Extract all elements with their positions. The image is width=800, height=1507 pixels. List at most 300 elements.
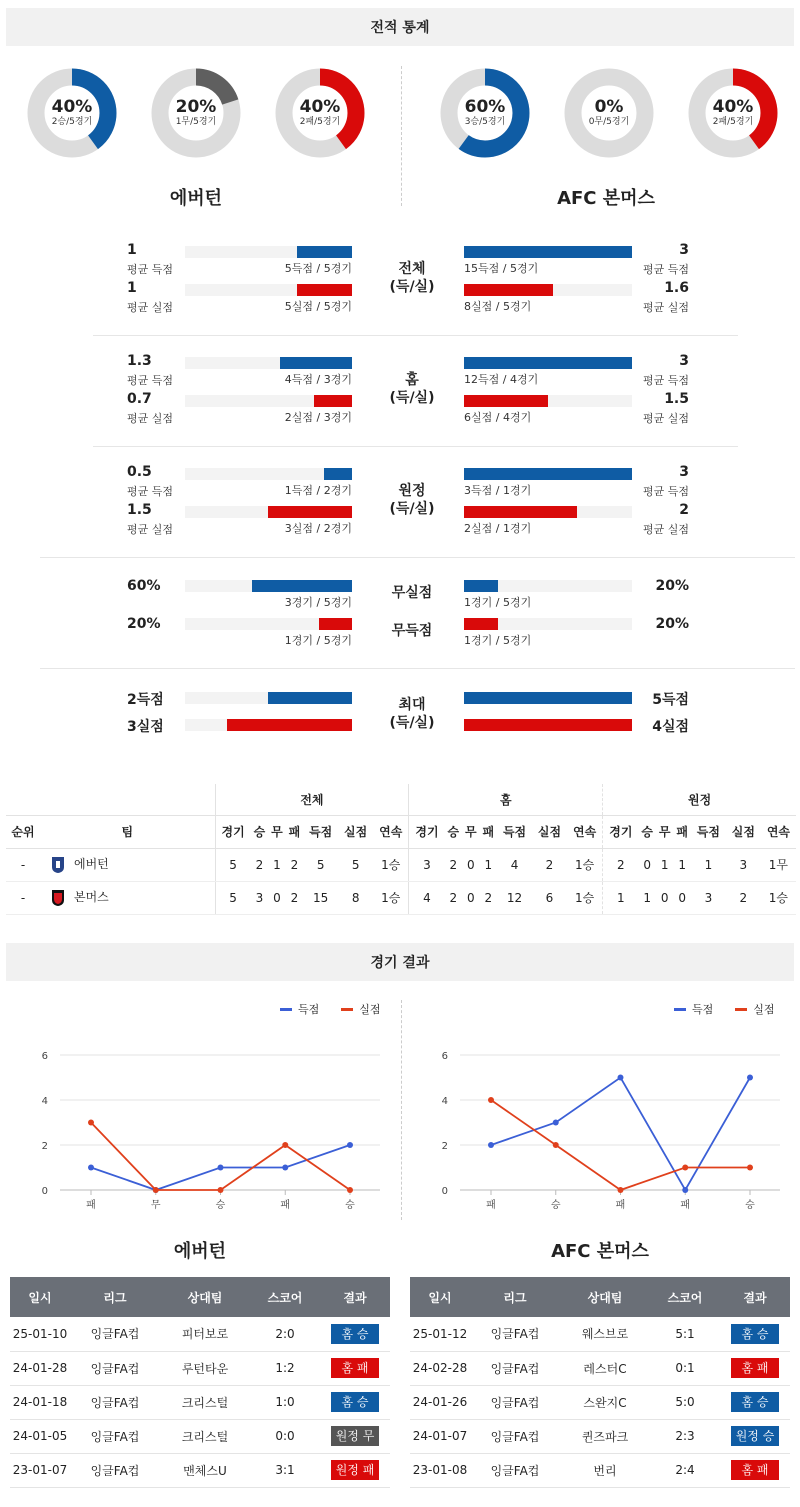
result-row[interactable] — [10, 1453, 390, 1487]
result-row[interactable] — [10, 1351, 390, 1385]
donut-percent: 40% — [712, 97, 754, 117]
conceded-point — [218, 1187, 224, 1193]
legend-conceded: 실점 — [753, 1003, 775, 1016]
donut-percent: 0% — [594, 97, 624, 117]
result-cell — [320, 1351, 390, 1385]
standings-table — [6, 784, 796, 915]
column-header: 득점 — [691, 815, 726, 848]
opponent-name: 레스터C — [560, 1351, 650, 1385]
results-column-header: 결과 — [320, 1277, 390, 1317]
y-tick-label: 2 — [41, 1141, 48, 1152]
away-bar — [464, 468, 632, 480]
stat-cell: 0 — [462, 881, 479, 914]
conceded-point — [347, 1187, 353, 1193]
divider — [40, 668, 795, 669]
column-header: 승 — [638, 815, 655, 848]
donut-percent: 40% — [51, 97, 93, 117]
stats-section-header: 전적 통계 — [6, 8, 794, 46]
league-name: 잉글FA컵 — [70, 1385, 160, 1419]
stat-cell: 1무 — [761, 848, 796, 881]
everton-crest-icon — [50, 856, 66, 874]
stat-group-label-line: (득/실) — [389, 501, 435, 517]
column-header: 경기 — [603, 815, 639, 848]
results-header-row — [10, 1277, 390, 1317]
donut-percent: 20% — [175, 97, 217, 117]
donut-chart — [688, 68, 778, 158]
home-stat-value: 1.5 — [127, 502, 152, 518]
result-row[interactable] — [10, 1317, 390, 1351]
x-tick-label: 패 — [280, 1200, 291, 1211]
legend-conceded-swatch — [341, 1008, 353, 1011]
divider — [93, 446, 738, 447]
results-column-header: 일시 — [410, 1277, 470, 1317]
home-results-table — [10, 1277, 390, 1488]
goals-point — [218, 1165, 224, 1171]
conceded-point — [553, 1142, 559, 1148]
team-name: 에버턴 — [74, 857, 109, 872]
away-pct-value: 20% — [655, 616, 689, 632]
match-score: 2:3 — [650, 1419, 720, 1453]
goals-point — [682, 1187, 688, 1193]
home-stat-value: 1.3 — [127, 353, 152, 369]
league-name: 잉글FA컵 — [470, 1453, 560, 1487]
results-section-header: 경기 결과 — [6, 943, 794, 981]
league-name: 잉글FA컵 — [70, 1317, 160, 1351]
away-bar — [464, 719, 632, 731]
match-date: 23-01-08 — [410, 1453, 470, 1487]
stat-cell: 1승 — [373, 881, 409, 914]
stat-cell: 3 — [251, 881, 268, 914]
away-results-title: AFC 본머스 — [551, 1241, 649, 1262]
legend-goals-swatch — [280, 1008, 292, 1011]
home-bar — [268, 506, 352, 518]
result-cell — [320, 1453, 390, 1487]
pct-row-label: 무실점 — [391, 585, 433, 601]
stat-cell: 0 — [462, 848, 479, 881]
home-bar — [297, 246, 352, 258]
stat-cell: 2 — [726, 881, 761, 914]
result-badge: 홈 승 — [731, 1324, 779, 1344]
stat-cell: 2 — [480, 881, 497, 914]
home-bar — [252, 580, 352, 592]
team-divider — [401, 66, 402, 206]
x-tick-label: 승 — [215, 1200, 226, 1211]
result-badge: 홈 승 — [731, 1392, 779, 1412]
home-stat-label: 평균 득점 — [127, 374, 174, 387]
stat-cell: 2 — [603, 848, 639, 881]
x-tick-label: 승 — [550, 1200, 561, 1211]
stat-cell: 0 — [673, 881, 690, 914]
x-tick-label: 패 — [615, 1200, 626, 1211]
away-results-table — [410, 1277, 790, 1488]
donut-center — [275, 68, 365, 158]
result-row[interactable] — [410, 1351, 790, 1385]
match-score: 1:2 — [250, 1351, 320, 1385]
away-stat-value: 3 — [679, 353, 689, 369]
pct-row-label: 무득점 — [391, 623, 433, 639]
stat-cell: 3 — [726, 848, 761, 881]
away-bar-caption: 15득점 / 5경기 — [464, 262, 539, 275]
stat-cell: 2 — [286, 848, 303, 881]
team-cell[interactable] — [40, 881, 215, 914]
result-row[interactable] — [410, 1385, 790, 1419]
results-column-header: 결과 — [720, 1277, 790, 1317]
result-badge: 원정 승 — [731, 1426, 779, 1446]
away-bar — [464, 357, 632, 369]
standings-row — [6, 848, 796, 881]
group-overall: 전체 — [215, 784, 409, 815]
result-badge: 원정 무 — [331, 1426, 379, 1446]
match-date: 24-01-26 — [410, 1385, 470, 1419]
results-column-header: 스코어 — [650, 1277, 720, 1317]
away-bar — [464, 395, 548, 407]
standings-row — [6, 881, 796, 914]
away-bar-caption: 12득점 / 4경기 — [464, 373, 539, 386]
y-tick-label: 6 — [41, 1051, 48, 1062]
opponent-name: 스완지C — [560, 1385, 650, 1419]
donut-chart — [564, 68, 654, 158]
column-header: 연속 — [373, 815, 409, 848]
home-bar-caption: 2실점 / 3경기 — [284, 411, 352, 424]
home-stat-label: 평균 실점 — [127, 301, 174, 314]
stat-cell: 2 — [532, 848, 567, 881]
team-cell[interactable] — [40, 848, 215, 881]
match-date: 23-01-07 — [10, 1453, 70, 1487]
stat-cell: 1승 — [373, 848, 409, 881]
results-column-header: 리그 — [70, 1277, 160, 1317]
conceded-point — [488, 1097, 494, 1103]
column-header: 득점 — [303, 815, 338, 848]
home-stat-value: 0.5 — [127, 464, 152, 480]
home-bar-caption: 5득점 / 5경기 — [284, 262, 352, 275]
match-date: 25-01-10 — [10, 1317, 70, 1351]
opponent-name: 피터보로 — [160, 1317, 250, 1351]
result-badge: 홈 패 — [731, 1460, 779, 1480]
home-max-value: 2득점 — [127, 692, 164, 708]
home-bar — [227, 719, 352, 731]
result-cell — [720, 1317, 790, 1351]
stat-cell: 1승 — [567, 848, 603, 881]
stat-cell: 0 — [268, 881, 285, 914]
stat-cell: 2 — [445, 848, 462, 881]
x-tick-label: 패 — [680, 1200, 691, 1211]
match-score: 3:1 — [250, 1453, 320, 1487]
stat-cell: 0 — [638, 848, 655, 881]
away-bar-caption: 1경기 / 5경기 — [464, 596, 532, 609]
column-header: 연속 — [761, 815, 796, 848]
donut-chart — [27, 68, 117, 158]
conceded-point — [88, 1120, 94, 1126]
league-name: 잉글FA컵 — [470, 1385, 560, 1419]
stat-cell: 2 — [251, 848, 268, 881]
stat-cell: 2 — [286, 881, 303, 914]
away-bar-caption: 2실점 / 1경기 — [464, 522, 532, 535]
league-name: 잉글FA컵 — [470, 1317, 560, 1351]
conceded-point — [618, 1187, 624, 1193]
legend-conceded: 실점 — [359, 1003, 381, 1016]
bournemouth-crest-icon — [50, 889, 66, 907]
conceded-point — [153, 1187, 159, 1193]
match-date: 24-01-18 — [10, 1385, 70, 1419]
home-chart-legend — [280, 1001, 381, 1017]
away-stat-label: 평균 득점 — [642, 374, 689, 387]
away-stat-value: 1.5 — [664, 391, 689, 407]
home-bar-caption: 5실점 / 5경기 — [284, 300, 352, 313]
home-stat-value: 1 — [127, 280, 137, 296]
x-tick-label: 승 — [745, 1200, 755, 1211]
stat-cell: 4 — [409, 881, 445, 914]
away-stat-label: 평균 득점 — [642, 485, 689, 498]
column-header: 승 — [251, 815, 268, 848]
match-date: 24-02-28 — [410, 1351, 470, 1385]
legend-goals: 득점 — [692, 1003, 714, 1016]
stat-cell: 6 — [532, 881, 567, 914]
home-bar-caption: 3경기 / 5경기 — [284, 596, 352, 609]
donut-caption: 1무/5경기 — [175, 117, 217, 127]
result-cell — [720, 1419, 790, 1453]
stat-cell: 1승 — [761, 881, 796, 914]
donut-center — [440, 68, 530, 158]
column-header: 무 — [462, 815, 479, 848]
donut-caption: 2패/5경기 — [299, 117, 341, 127]
match-score: 5:0 — [650, 1385, 720, 1419]
stat-group-label-line: 최대 — [398, 697, 426, 713]
result-badge: 홈 패 — [331, 1358, 379, 1378]
divider — [93, 335, 738, 336]
opponent-name: 맨체스U — [160, 1453, 250, 1487]
stat-cell: 1 — [268, 848, 285, 881]
column-header: 경기 — [215, 815, 251, 848]
result-row[interactable] — [10, 1419, 390, 1453]
away-bar-caption: 1경기 / 5경기 — [464, 634, 532, 647]
result-badge: 원정 패 — [331, 1460, 379, 1480]
home-bar — [319, 618, 352, 630]
stat-cell: 5 — [338, 848, 373, 881]
results-column-header: 상대팀 — [560, 1277, 650, 1317]
away-stat-label: 평균 득점 — [642, 263, 689, 276]
away-max-value: 4실점 — [652, 719, 689, 735]
goals-point — [618, 1075, 624, 1081]
goals-point — [553, 1120, 559, 1126]
stat-group-label-line: (득/실) — [389, 279, 435, 295]
y-tick-label: 2 — [441, 1141, 448, 1152]
conceded-point — [282, 1142, 288, 1148]
away-bar — [464, 284, 553, 296]
match-score: 0:1 — [650, 1351, 720, 1385]
donut-chart — [151, 68, 241, 158]
league-name: 잉글FA컵 — [70, 1419, 160, 1453]
result-row[interactable] — [410, 1419, 790, 1453]
stat-group-label-line: 홈 — [405, 372, 419, 388]
home-bar — [314, 395, 352, 407]
away-bar — [464, 506, 577, 518]
stat-cell: 5 — [215, 881, 251, 914]
results-column-header: 리그 — [470, 1277, 560, 1317]
away-stat-label: 평균 실점 — [642, 301, 689, 314]
column-header: 패 — [286, 815, 303, 848]
opponent-name: 번리 — [560, 1453, 650, 1487]
conceded-point — [682, 1165, 688, 1171]
stat-group-label — [372, 696, 452, 732]
opponent-name: 퀸즈파크 — [560, 1419, 650, 1453]
column-header: 득점 — [497, 815, 532, 848]
results-column-header: 상대팀 — [160, 1277, 250, 1317]
home-bar-caption: 3실점 / 2경기 — [284, 522, 352, 535]
y-tick-label: 0 — [41, 1186, 48, 1197]
y-tick-label: 4 — [41, 1096, 48, 1107]
result-cell — [720, 1385, 790, 1419]
column-header: 연속 — [567, 815, 603, 848]
stat-cell: 1 — [603, 881, 639, 914]
home-max-value: 3실점 — [127, 719, 164, 735]
stat-cell: 12 — [497, 881, 532, 914]
stat-cell: 8 — [338, 881, 373, 914]
match-date: 24-01-05 — [10, 1419, 70, 1453]
donut-caption: 2패/5경기 — [712, 117, 754, 127]
home-team-title: 에버턴 — [169, 188, 223, 209]
donut-caption: 0무/5경기 — [588, 117, 630, 127]
donut-percent: 40% — [299, 97, 341, 117]
match-score: 5:1 — [650, 1317, 720, 1351]
stat-group-label-line: (득/실) — [389, 390, 435, 406]
column-header: 실점 — [726, 815, 761, 848]
away-chart-legend — [674, 1001, 775, 1017]
home-bar — [268, 692, 352, 704]
x-tick-label: 무 — [150, 1200, 161, 1211]
stat-cell: 3 — [691, 881, 726, 914]
group-away: 원정 — [603, 784, 796, 815]
match-date: 25-01-12 — [410, 1317, 470, 1351]
column-header: 무 — [656, 815, 673, 848]
match-score: 1:0 — [250, 1385, 320, 1419]
home-stat-label: 평균 득점 — [127, 485, 174, 498]
stat-cell: 1 — [673, 848, 690, 881]
stat-group-label — [372, 371, 452, 407]
column-header: 패 — [480, 815, 497, 848]
opponent-name: 크리스털 — [160, 1419, 250, 1453]
away-bar — [464, 580, 498, 592]
legend-goals: 득점 — [298, 1003, 320, 1016]
result-badge: 홈 패 — [731, 1358, 779, 1378]
legend-conceded-swatch — [735, 1008, 747, 1011]
home-stat-label: 평균 실점 — [127, 523, 174, 536]
donut-chart — [275, 68, 365, 158]
result-cell — [320, 1385, 390, 1419]
match-score: 2:4 — [650, 1453, 720, 1487]
divider — [40, 557, 795, 558]
stat-cell: 1 — [656, 848, 673, 881]
stat-cell: 5 — [303, 848, 338, 881]
away-team-title: AFC 본머스 — [557, 188, 655, 209]
home-stat-label: 평균 득점 — [127, 263, 174, 276]
donut-center — [564, 68, 654, 158]
goals-point — [88, 1165, 94, 1171]
x-tick-label: 패 — [86, 1200, 96, 1211]
match-date: 24-01-07 — [410, 1419, 470, 1453]
stat-cell: 1승 — [567, 881, 603, 914]
donut-center — [688, 68, 778, 158]
result-cell — [320, 1419, 390, 1453]
result-row[interactable] — [410, 1317, 790, 1351]
home-bar-caption: 1득점 / 2경기 — [284, 484, 352, 497]
legend-goals-swatch — [674, 1008, 686, 1011]
away-stat-value: 3 — [679, 464, 689, 480]
donut-chart — [440, 68, 530, 158]
column-header: 패 — [673, 815, 690, 848]
away-bar-caption: 3득점 / 1경기 — [464, 484, 532, 497]
conceded-point — [747, 1165, 753, 1171]
home-stat-label: 평균 실점 — [127, 412, 174, 425]
result-cell — [320, 1317, 390, 1351]
home-bar — [280, 357, 352, 369]
team-name: 본머스 — [74, 890, 109, 905]
stat-cell: 3 — [409, 848, 445, 881]
stat-group-label — [372, 260, 452, 296]
league-name: 잉글FA컵 — [470, 1351, 560, 1385]
result-row[interactable] — [410, 1453, 790, 1487]
team-header: 팀 — [40, 815, 215, 848]
result-cell — [720, 1351, 790, 1385]
column-header: 실점 — [532, 815, 567, 848]
result-row[interactable] — [10, 1385, 390, 1419]
stat-cell: 1 — [480, 848, 497, 881]
stat-cell: 2 — [445, 881, 462, 914]
goals-point — [347, 1142, 353, 1148]
away-bar — [464, 246, 632, 258]
results-column-header: 일시 — [10, 1277, 70, 1317]
league-name: 잉글FA컵 — [70, 1351, 160, 1385]
result-badge: 홈 승 — [331, 1324, 379, 1344]
stat-cell: 15 — [303, 881, 338, 914]
home-bar-caption: 1경기 / 5경기 — [284, 634, 352, 647]
away-bar-caption: 8실점 / 5경기 — [464, 300, 532, 313]
y-tick-label: 0 — [441, 1186, 448, 1197]
goals-point — [488, 1142, 494, 1148]
goals-series-line — [491, 1078, 750, 1191]
column-header: 승 — [445, 815, 462, 848]
column-header: 무 — [268, 815, 285, 848]
away-stat-value: 3 — [679, 242, 689, 258]
donut-percent: 60% — [464, 97, 506, 117]
column-header: 경기 — [409, 815, 445, 848]
donut-caption: 3승/5경기 — [464, 117, 506, 127]
donut-center — [151, 68, 241, 158]
stat-cell: 1 — [691, 848, 726, 881]
home-bar — [324, 468, 352, 480]
rank-header: 순위 — [6, 815, 40, 848]
home-results-chart — [0, 1040, 400, 1215]
stat-cell: 1 — [638, 881, 655, 914]
match-date: 24-01-28 — [10, 1351, 70, 1385]
league-name: 잉글FA컵 — [70, 1453, 160, 1487]
opponent-name: 크리스털 — [160, 1385, 250, 1419]
home-stat-value: 0.7 — [127, 391, 152, 407]
opponent-name: 루턴타운 — [160, 1351, 250, 1385]
away-results-chart — [400, 1040, 800, 1215]
donut-center — [27, 68, 117, 158]
goals-point — [282, 1165, 288, 1171]
away-bar-caption: 6실점 / 4경기 — [464, 411, 532, 424]
stat-group-label — [372, 482, 452, 518]
group-home: 홈 — [409, 784, 603, 815]
away-bar — [464, 618, 498, 630]
y-tick-label: 6 — [441, 1051, 448, 1062]
away-stat-label: 평균 실점 — [642, 523, 689, 536]
result-badge: 홈 승 — [331, 1392, 379, 1412]
x-tick-label: 승 — [345, 1200, 355, 1211]
result-cell — [720, 1453, 790, 1487]
home-stat-value: 1 — [127, 242, 137, 258]
